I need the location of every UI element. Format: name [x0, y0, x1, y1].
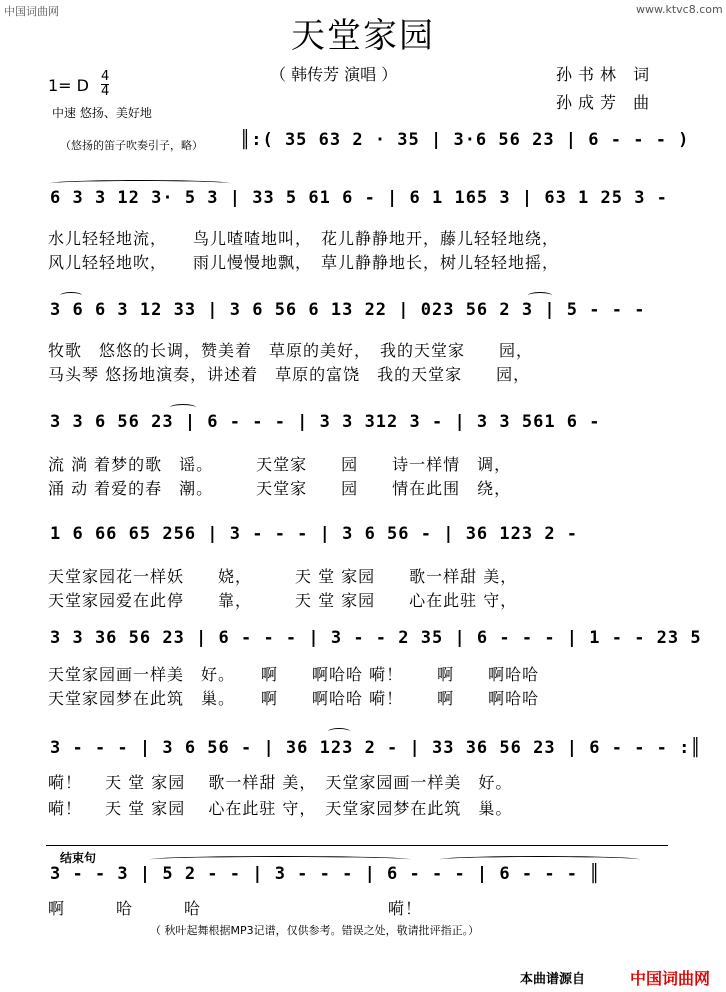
tempo-marking: 中速 悠扬、美好地	[52, 106, 152, 120]
notation-row-ending: 3 - - 3 | 5 2 - - | 3 - - - | 6 - - - | 6 - - - ║	[50, 864, 601, 884]
notation-row-4: 1 6 66 65 256 | 3 - - - | 3 6 56 - | 36 123 2 -	[50, 524, 579, 544]
intro-note: （悠扬的笛子吹奏引子，略）	[60, 139, 203, 152]
slur	[60, 292, 82, 299]
slur	[528, 292, 552, 299]
lyric-line-6a: 嗬！ 天 堂 家园 歌一样甜 美， 天堂家园画一样美 好。	[48, 773, 513, 792]
ending-label: 结束句	[60, 851, 97, 865]
key-signature: 1= D	[48, 76, 89, 95]
source-label: 本曲谱源自	[520, 972, 586, 987]
lyric-line-3b: 涌 动 着爱的春 潮。 天堂家 园 情在此围 绕，	[48, 479, 512, 498]
notation-row-3: 3 3 6 56 23 | 6 - - - | 3 3 312 3 - | 3 3 561 6 -	[50, 412, 601, 432]
lyricist: 孙书林 词	[556, 65, 656, 84]
lyric-line-5a: 天堂家园画一样美 好。 啊 啊哈哈 嗬！ 啊 啊哈哈	[48, 665, 540, 684]
lyric-line-1a: 水儿轻轻地流， 鸟儿喳喳地叫， 花儿静静地开，藤儿轻轻地绕，	[48, 229, 560, 248]
page-title: 天堂家园	[291, 16, 435, 56]
time-signature	[101, 70, 109, 99]
lyric-line-4b: 天堂家园爱在此停 靠， 天 堂 家园 心在此驻 守，	[48, 591, 518, 610]
lyric-line-6b: 嗬！ 天 堂 家园 心在此驻 守， 天堂家园梦在此筑 巢。	[48, 799, 513, 818]
watermark-left: 中国词曲网	[4, 5, 59, 18]
lyric-line-3a: 流 淌 着梦的歌 谣。 天堂家 园 诗一样情 调，	[48, 455, 512, 474]
meter-top: 4	[101, 69, 110, 84]
lyric-line-5b: 天堂家园梦在此筑 巢。 啊 啊哈哈 嗬！ 啊 啊哈哈	[48, 689, 540, 708]
lyric-line-ending: 啊 哈 哈 嗬！	[48, 899, 423, 918]
lyric-line-4a: 天堂家园花一样妖 娆， 天 堂 家园 歌一样甜 美，	[48, 567, 518, 586]
composer: 孙成芳 曲	[556, 93, 656, 112]
slur	[328, 728, 350, 735]
notation-row-6: 3 - - - | 3 6 56 - | 36 123 2 - | 33 36 56 23 | 6 - - - :║	[50, 738, 702, 758]
performer: （ 韩传芳 演唱 ）	[270, 65, 398, 84]
slur	[170, 404, 196, 411]
notation-row-5: 3 3 36 56 23 | 6 - - - | 3 - - 2 35 | 6 - - - | 1 - - 23 5	[50, 628, 702, 648]
notation-row-2: 3 6 6 3 12 33 | 3 6 56 6 13 22 | 023 56 2 3 | 5 - - -	[50, 300, 646, 320]
notation-row-intro: ║:( 35 63 2 · 35 | 3·6 56 23 | 6 - - - )	[240, 130, 690, 150]
slur	[440, 856, 640, 863]
lyric-line-2a: 牧歌 悠悠的长调，赞美着 草原的美好， 我的天堂家 园，	[48, 341, 534, 360]
lyric-line-2b: 马头琴 悠扬地演奏，讲述着 草原的富饶 我的天堂家 园，	[48, 365, 531, 384]
meter-bottom: 4	[101, 84, 110, 99]
slur	[150, 856, 410, 863]
ending-box	[46, 845, 668, 846]
watermark-right: www.ktvc8.com	[636, 3, 723, 16]
site-brand: 中国词曲网	[630, 969, 711, 988]
transcriber-note: （ 秋叶起舞根据MP3记谱，仅供参考。错误之处，敬请批评指正。）	[150, 924, 480, 937]
notation-row-1: 6 3 3 12 3· 5 3 | 33 5 61 6 - | 6 1 165 3 | 63 1 25 3 -	[50, 188, 668, 208]
lyric-line-1b: 风儿轻轻地吹， 雨儿慢慢地飘， 草儿静静地长，树儿轻轻地摇，	[48, 253, 560, 272]
slur	[50, 180, 230, 187]
